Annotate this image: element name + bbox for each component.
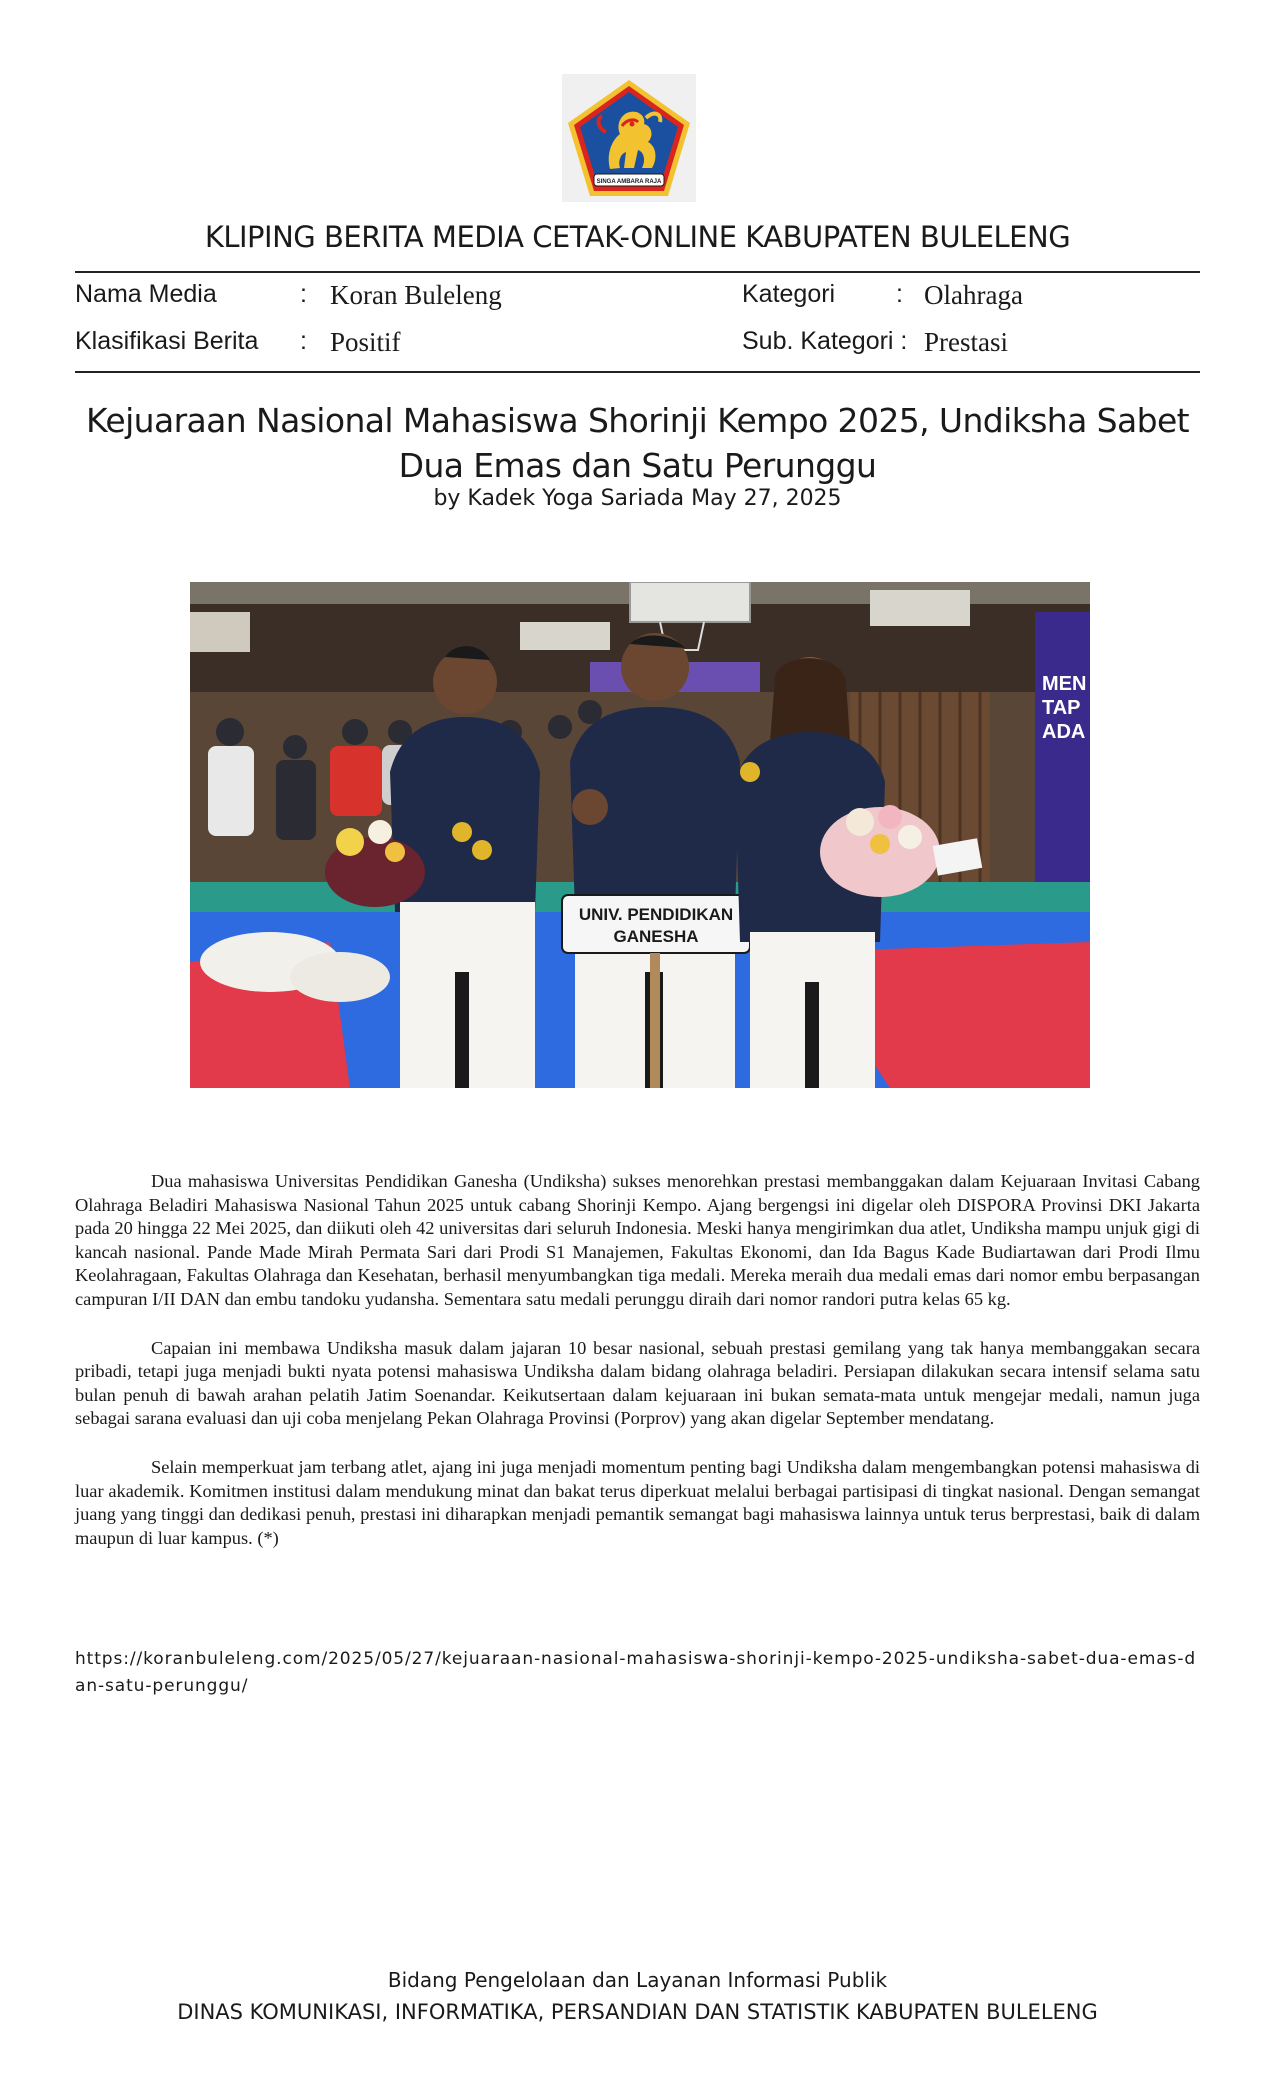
article-body <box>75 1170 1200 1575</box>
article-paragraph: Capaian ini membawa Undiksha masuk dalam jajaran 10 besar nasional, sebuah prestasi gemilang yang tak hanya membanggakan secara pribadi, tetapi juga menjadi bukti nyata potensi mahasiswa Undiksha dalam bidang olahraga beladiri. Persiapan dilakukan secara intensif selama satu bulan penuh di bawah arahan pelatih Jatim Soenandar. Keikutsertaan dalam kejuaraan ini bukan semata-mata untuk mengejar medali, namun juga sebagai sarana evaluasi dan uji coba menjelang Pekan Olahraga Provinsi (Porprov) yang akan digelar September mendatang. <box>75 1337 1200 1429</box>
sub-kategori-value: Prestasi <box>924 327 1008 357</box>
sub-kategori-label: Sub. Kategori : <box>742 327 908 355</box>
klasifikasi-colon: : <box>300 327 307 355</box>
photo-banner-line-1: MEN <box>1042 673 1087 695</box>
kategori-label: Kategori <box>742 280 836 308</box>
article-paragraph: Selain memperkuat jam terbang atlet, ajang ini juga menjadi momentum penting bagi Undiksha dalam mengembangkan potensi mahasiswa di luar akademik. Komitmen institusi dalam mendukung minat dan bakat terus diperkuat melalui berbagai partisipasi di tingkat nasional. Dengan semangat juang yang tinggi dan dedikasi penuh, prestasi ini diharapkan menjadi pemantik semangat bagi mahasiswa lainnya untuk terus berprestasi, baik di dalam maupun di luar kampus. (*) <box>75 1456 1200 1548</box>
photo-sign-line-2: GANESHA <box>613 927 699 946</box>
kategori-value: Olahraga <box>924 280 1023 310</box>
article-byline: by Kadek Yoga Sariada May 27, 2025 <box>433 486 842 511</box>
klasifikasi-value: Positif <box>330 327 401 357</box>
article-photo <box>190 582 1090 1088</box>
kategori-colon: : <box>896 280 903 308</box>
photo-banner-line-2: TAP <box>1042 697 1081 719</box>
article-title: Kejuaraan Nasional Mahasiswa Shorinji Kempo 2025, Undiksha Sabet Dua Emas dan Satu Perunggu <box>85 401 1189 485</box>
photo-banner-line-3: ADA <box>1042 721 1086 743</box>
article-source-url: https://koranbuleleng.com/2025/05/27/kejuaraan-nasional-mahasiswa-shorinji-kempo-2025-undiksha-sabet-dua-emas-dan-satu-perunggu/ <box>75 1649 1197 1696</box>
header-rule-top <box>75 271 1200 273</box>
klasifikasi-label: Klasifikasi Berita <box>75 327 259 355</box>
nama-media-value: Koran Buleleng <box>330 280 502 310</box>
photo-sign-line-1: UNIV. PENDIDIKAN <box>578 905 734 924</box>
logo-banner-text: SINGA AMBARA RAJA <box>596 179 662 185</box>
article-paragraph: Dua mahasiswa Universitas Pendidikan Ganesha (Undiksha) sukses menorehkan prestasi membanggakan dalam Kejuaraan Invitasi Cabang Olahraga Beladiri Mahasiswa Nasional Tahun 2025 untuk cabang Shorinji Kempo. Ajang bergengsi ini digelar oleh DISPORA Provinsi DKI Jakarta pada 20 hingga 22 Mei 2025, dan diikuti oleh 42 universitas dari seluruh Indonesia. Meski hanya mengirimkan dua atlet, Undiksha mampu unjuk gigi di kancah nasional. Pande Made Mirah Permata Sari dari Prodi S1 Manajemen, Fakultas Ekonomi, dan Ida Bagus Kade Budiartawan dari Prodi Ilmu Keolahragaan, Fakultas Olahraga dan Kesehatan, berhasil menyumbangkan tiga medali. Mereka meraih dua medali emas dari nomor embu berpasangan campuran I/II DAN dan embu tandoku yudansha. Sementara satu medali perunggu diraih dari nomor randori putra kelas 65 kg. <box>75 1171 1200 1309</box>
nama-media-colon: : <box>300 280 307 308</box>
document-header-title: KLIPING BERITA MEDIA CETAK-ONLINE KABUPATEN BULELENG <box>204 220 1071 254</box>
singa-ambara-raja-logo-icon <box>562 74 696 202</box>
nama-media-label: Nama Media <box>75 280 217 308</box>
footer-agency: DINAS KOMUNIKASI, INFORMATIKA, PERSANDIAN DAN STATISTIK KABUPATEN BULELENG <box>177 2000 1098 2024</box>
header-rule-bottom <box>75 371 1200 373</box>
footer-department: Bidang Pengelolaan dan Layanan Informasi Publik <box>387 1968 888 1992</box>
